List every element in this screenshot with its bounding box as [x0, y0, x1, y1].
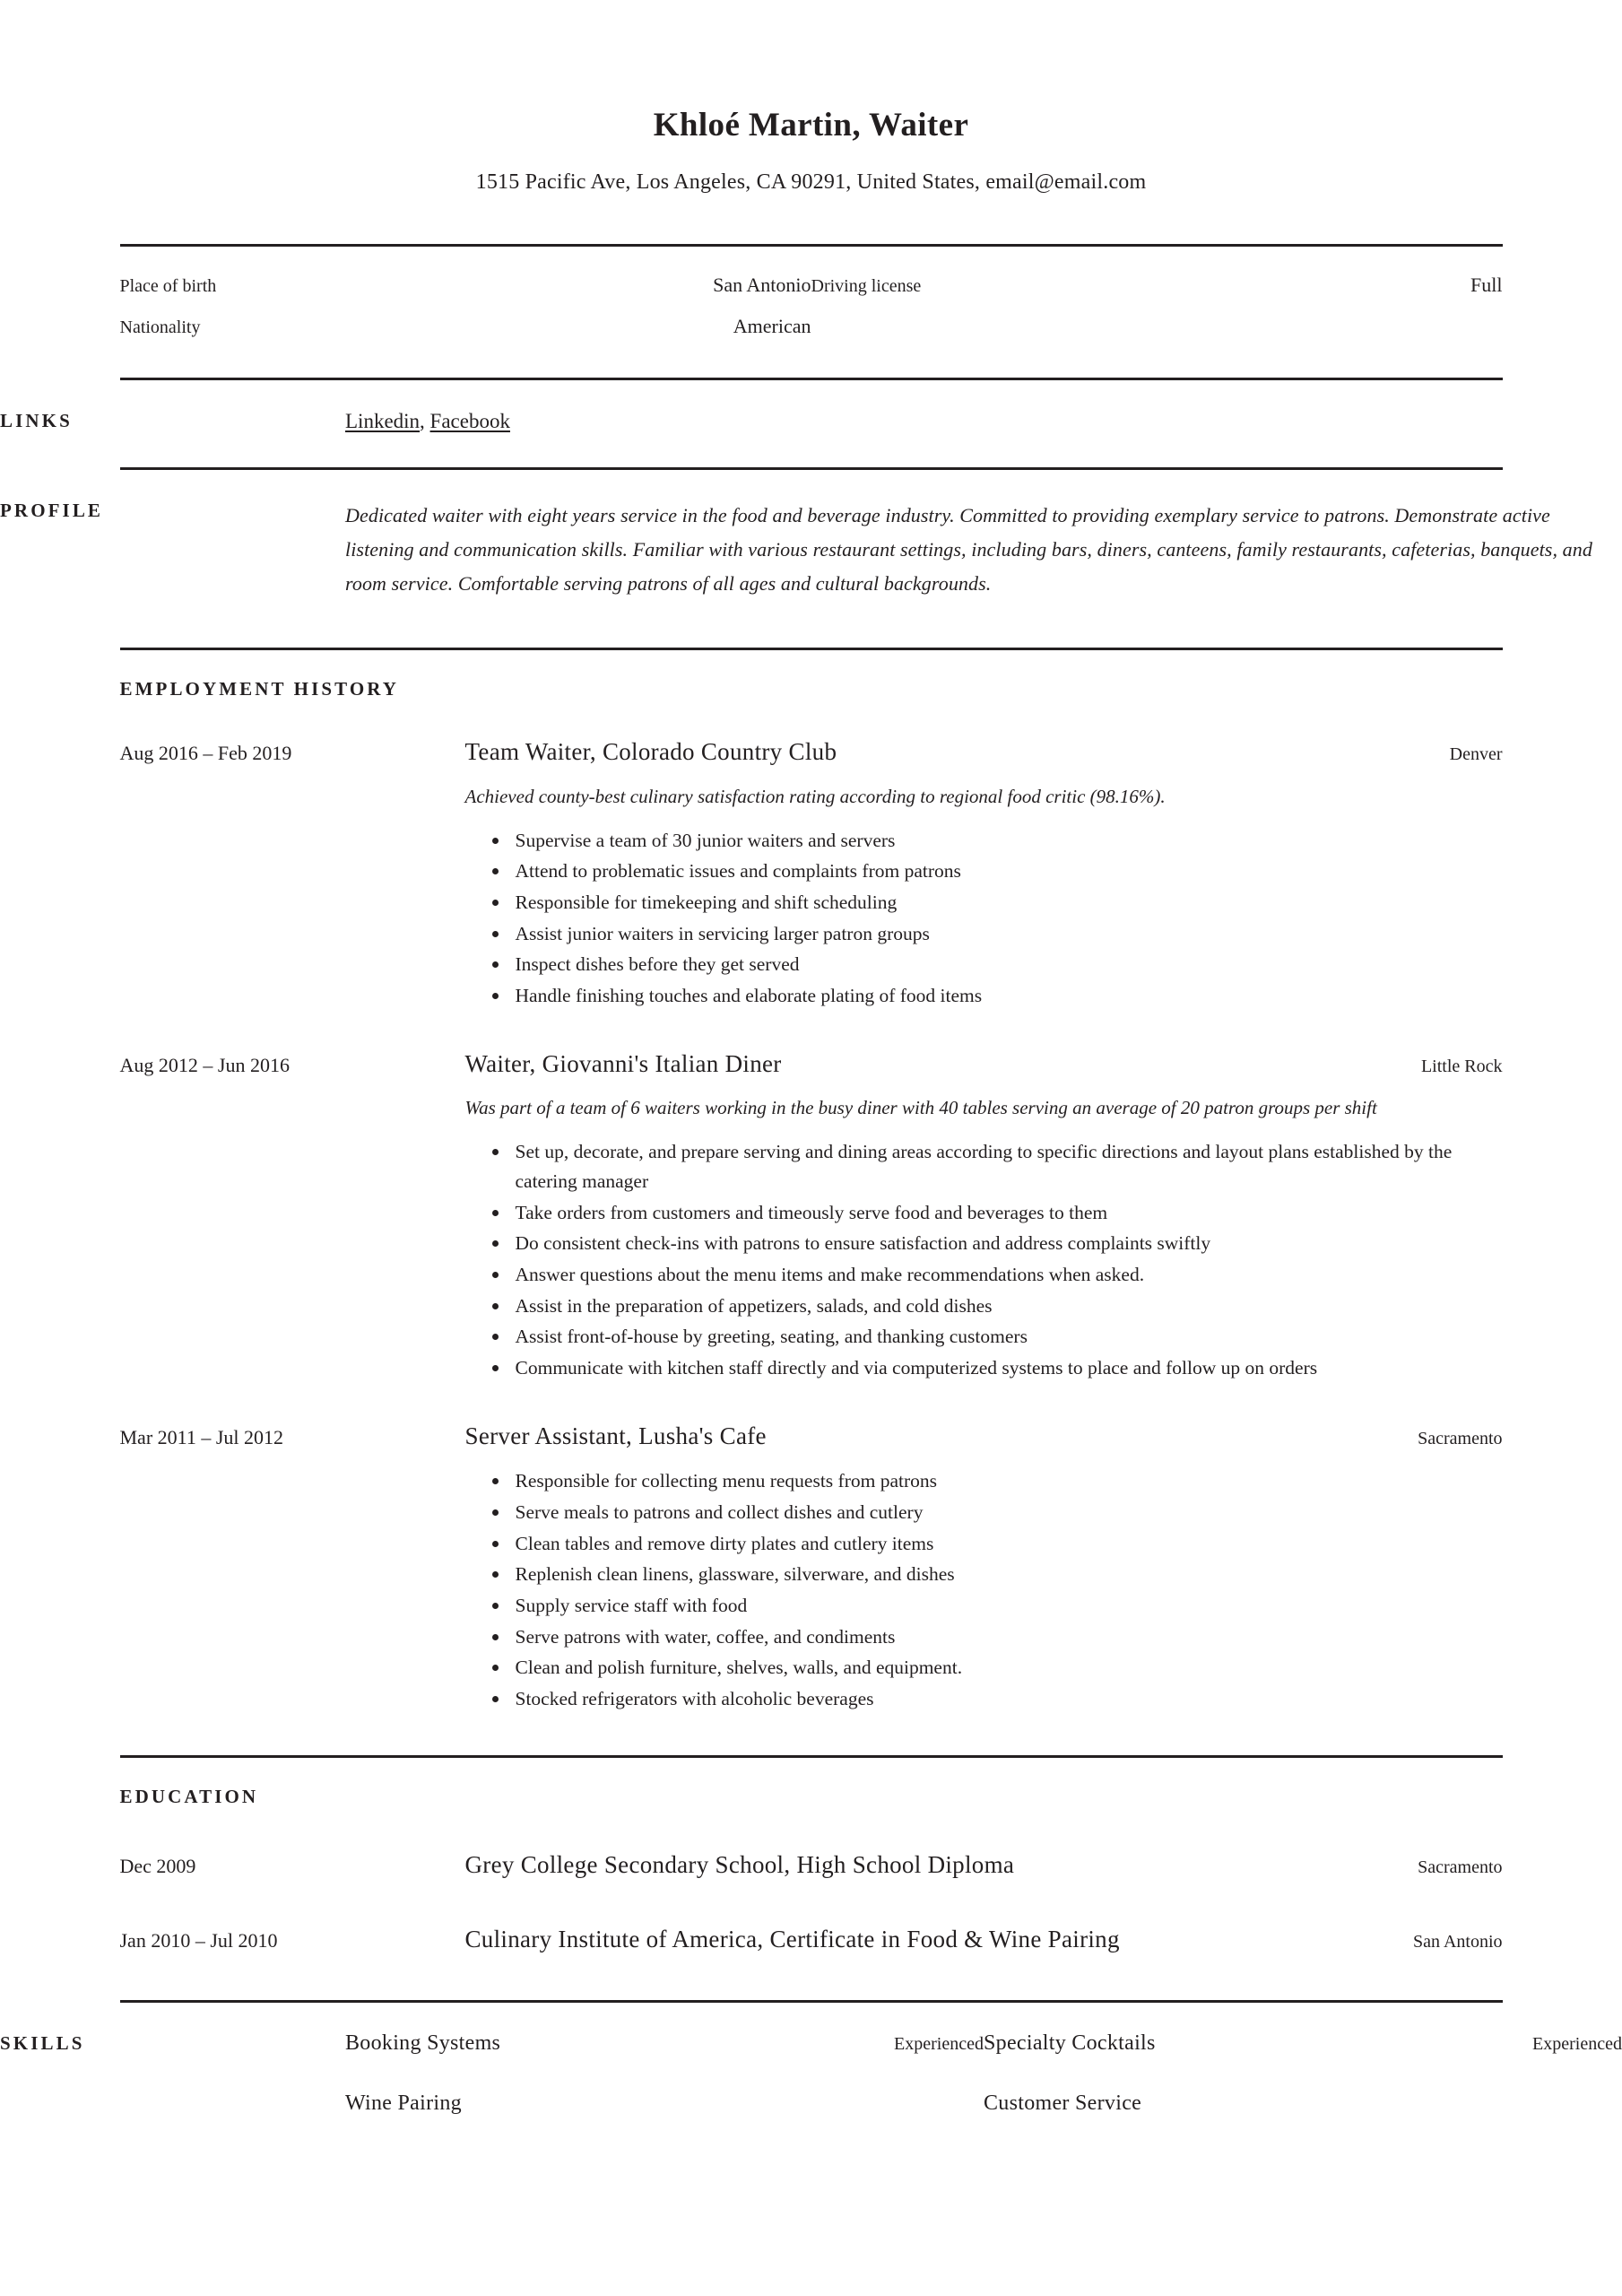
education-date: Jan 2010 – Jul 2010 [119, 1929, 278, 1952]
bullet-item: Attend to problematic issues and complaints from patrons [512, 857, 1503, 886]
bullet-item: Clean and polish furniture, shelves, walls, and equipment. [512, 1653, 1503, 1683]
divider-above-details [120, 244, 1503, 247]
bullet-item: Replenish clean linens, glassware, silverware, and dishes [512, 1560, 1503, 1589]
employment-job-title: Team Waiter, Colorado Country Club [464, 738, 837, 766]
bullet-item: Supply service staff with food [512, 1591, 1503, 1621]
employment-job-title: Server Assistant, Lusha's Cafe [464, 1422, 767, 1449]
bullet-item: Serve patrons with water, coffee, and condiments [512, 1622, 1503, 1652]
education-section [120, 1785, 1503, 1958]
education-degree-title: Culinary Institute of America, Certificate in Food & Wine Pairing [464, 1926, 1120, 1953]
section-heading-education: EDUCATION [119, 1785, 259, 1807]
skills-label-column [0, 2031, 345, 2055]
skill-level: Experienced [1532, 2034, 1622, 2055]
details-row [120, 315, 1503, 338]
divider-above-links [120, 378, 1503, 380]
employment-bullet-list [465, 1137, 1503, 1382]
detail-label: Nationality [119, 317, 201, 338]
detail-value: Full [1470, 274, 1503, 297]
section-heading-profile: PROFILE [0, 500, 104, 522]
bullet-item: Assist front-of-house by greeting, seating, and thanking customers [512, 1322, 1503, 1352]
section-heading-employment: EMPLOYMENT HISTORY [119, 677, 400, 700]
link-linkedin[interactable]: Linkedin [345, 410, 421, 433]
divider-above-skills [120, 2000, 1503, 2003]
skill-name: Booking Systems [345, 2031, 501, 2056]
skill-name: Specialty Cocktails [984, 2031, 1156, 2056]
education-degree-title: Grey College Secondary School, High School Diploma [464, 1851, 1015, 1879]
education-entry-header [120, 1922, 1503, 1957]
candidate-contact-line: 1515 Pacific Ave, Los Angeles, CA 90291, United States, email@email.com [475, 170, 1147, 195]
education-entry [120, 1848, 1503, 1883]
employment-section [120, 677, 1503, 1716]
education-entry [120, 1922, 1503, 1957]
employment-location: Sacramento [1418, 1428, 1503, 1448]
education-title-row [465, 1922, 1503, 1957]
links-list [345, 409, 1622, 433]
profile-summary-text: Dedicated waiter with eight years service in the food and beverage industry. Committed to providing exemplary service to patrons. Demonstrate active listening and communication skills. Familiar with various restaurant settings, including bars, diners, canteens, family restaurants, cafeterias, banquets, and room service. Comfortable serving patrons of all ages and cultural backgrounds. [345, 504, 1592, 596]
employment-title-row [465, 1421, 1503, 1453]
education-entry-body [465, 1922, 1503, 1957]
profile-body [345, 499, 1622, 600]
employment-entry-body [465, 1048, 1503, 1385]
bullet-item: Set up, decorate, and prepare serving and dining areas according to specific directions and layout plans established by the catering manager [512, 1137, 1503, 1196]
resume-header [0, 0, 1622, 195]
employment-entry-header [120, 1421, 1503, 1716]
bullet-item: Communicate with kitchen staff directly and via computerized systems to place and follow up on orders [512, 1353, 1503, 1383]
employment-description: Achieved county-best culinary satisfaction rating according to regional food critic (98.16%). [464, 785, 1166, 807]
education-location: San Antonio [1413, 1932, 1503, 1952]
detail-value: American [733, 315, 811, 338]
bullet-item: Handle finishing touches and elaborate plating of food items [512, 981, 1503, 1011]
bullet-item: Assist junior waiters in servicing larger patron groups [512, 919, 1503, 949]
bullet-item: Inspect dishes before they get served [512, 950, 1503, 979]
divider-above-education [120, 1755, 1503, 1758]
divider-above-profile [120, 467, 1503, 470]
detail-value: San Antonio [713, 274, 811, 297]
detail-label: Place of birth [119, 276, 217, 297]
employment-entry [120, 736, 1503, 1013]
skills-grid [345, 2031, 1622, 2152]
employment-entry [120, 1421, 1503, 1716]
bullet-item: Supervise a team of 30 junior waiters and servers [512, 826, 1503, 856]
employment-date-range: Mar 2011 – Jul 2012 [119, 1425, 284, 1448]
links-section [0, 409, 1622, 433]
employment-location: Little Rock [1420, 1056, 1503, 1076]
bullet-item: Clean tables and remove dirty plates and cutlery items [512, 1529, 1503, 1559]
employment-bullet-list [465, 1466, 1503, 1713]
employment-title-row [465, 1048, 1503, 1081]
employment-date-range: Aug 2012 – Jun 2016 [119, 1053, 290, 1076]
bullet-item: Take orders from customers and timeously serve food and beverages to them [512, 1198, 1503, 1228]
skill-item [984, 2092, 1622, 2116]
education-date: Dec 2009 [119, 1855, 196, 1878]
employment-entry-header [120, 1048, 1503, 1385]
detail-label: Driving license [811, 276, 922, 297]
profile-section [0, 499, 1622, 600]
details-section [120, 274, 1503, 338]
bullet-item: Responsible for timekeeping and shift scheduling [512, 888, 1503, 918]
bullet-item: Do consistent check-ins with patrons to ensure satisfaction and address complaints swiftly [512, 1229, 1503, 1258]
skills-body [345, 2031, 1622, 2152]
detail-driving-license [811, 274, 1503, 297]
bullet-item: Serve meals to patrons and collect dishes and cutlery [512, 1498, 1503, 1527]
education-entry-body [465, 1848, 1503, 1883]
employment-job-title: Waiter, Giovanni's Italian Diner [464, 1049, 782, 1077]
bullet-item: Answer questions about the menu items and make recommendations when asked. [512, 1260, 1503, 1290]
employment-entry [120, 1048, 1503, 1385]
links-label-column [0, 409, 345, 432]
bullet-item: Stocked refrigerators with alcoholic beverages [512, 1684, 1503, 1714]
skill-name: Wine Pairing [345, 2092, 462, 2116]
link-facebook[interactable]: Facebook [429, 410, 510, 433]
bullet-item: Responsible for collecting menu requests from patrons [512, 1466, 1503, 1496]
divider-above-employment [120, 648, 1503, 650]
section-heading-links: LINKS [0, 410, 73, 432]
skill-item [345, 2092, 984, 2116]
section-heading-skills: SKILLS [0, 2032, 85, 2055]
skill-level: Experienced [894, 2034, 984, 2055]
employment-entry-header [120, 736, 1503, 1013]
detail-nationality [120, 315, 811, 338]
details-row [120, 274, 1503, 297]
employment-location: Denver [1449, 744, 1503, 765]
detail-place-of-birth [120, 274, 811, 297]
candidate-name: Khloé Martin, Waiter [653, 107, 969, 144]
profile-label-column [0, 499, 345, 522]
skill-item [345, 2031, 984, 2056]
employment-description: Was part of a team of 6 waiters working in the busy diner with 40 tables serving an average of 20 patron groups per shift [464, 1097, 1377, 1119]
skill-item [984, 2031, 1622, 2056]
education-entry-header [120, 1848, 1503, 1883]
employment-date-range: Aug 2016 – Feb 2019 [119, 742, 292, 765]
employment-entry-body [465, 736, 1503, 1013]
employment-title-row [465, 736, 1503, 769]
skill-name: Customer Service [984, 2092, 1142, 2116]
links-separator: , [420, 410, 430, 433]
education-title-row [465, 1848, 1503, 1883]
bullet-item: Assist in the preparation of appetizers, salads, and cold dishes [512, 1292, 1503, 1321]
skills-section [0, 2031, 1622, 2152]
employment-entry-body [465, 1421, 1503, 1716]
education-location: Sacramento [1418, 1857, 1503, 1878]
employment-bullet-list [465, 826, 1503, 1011]
